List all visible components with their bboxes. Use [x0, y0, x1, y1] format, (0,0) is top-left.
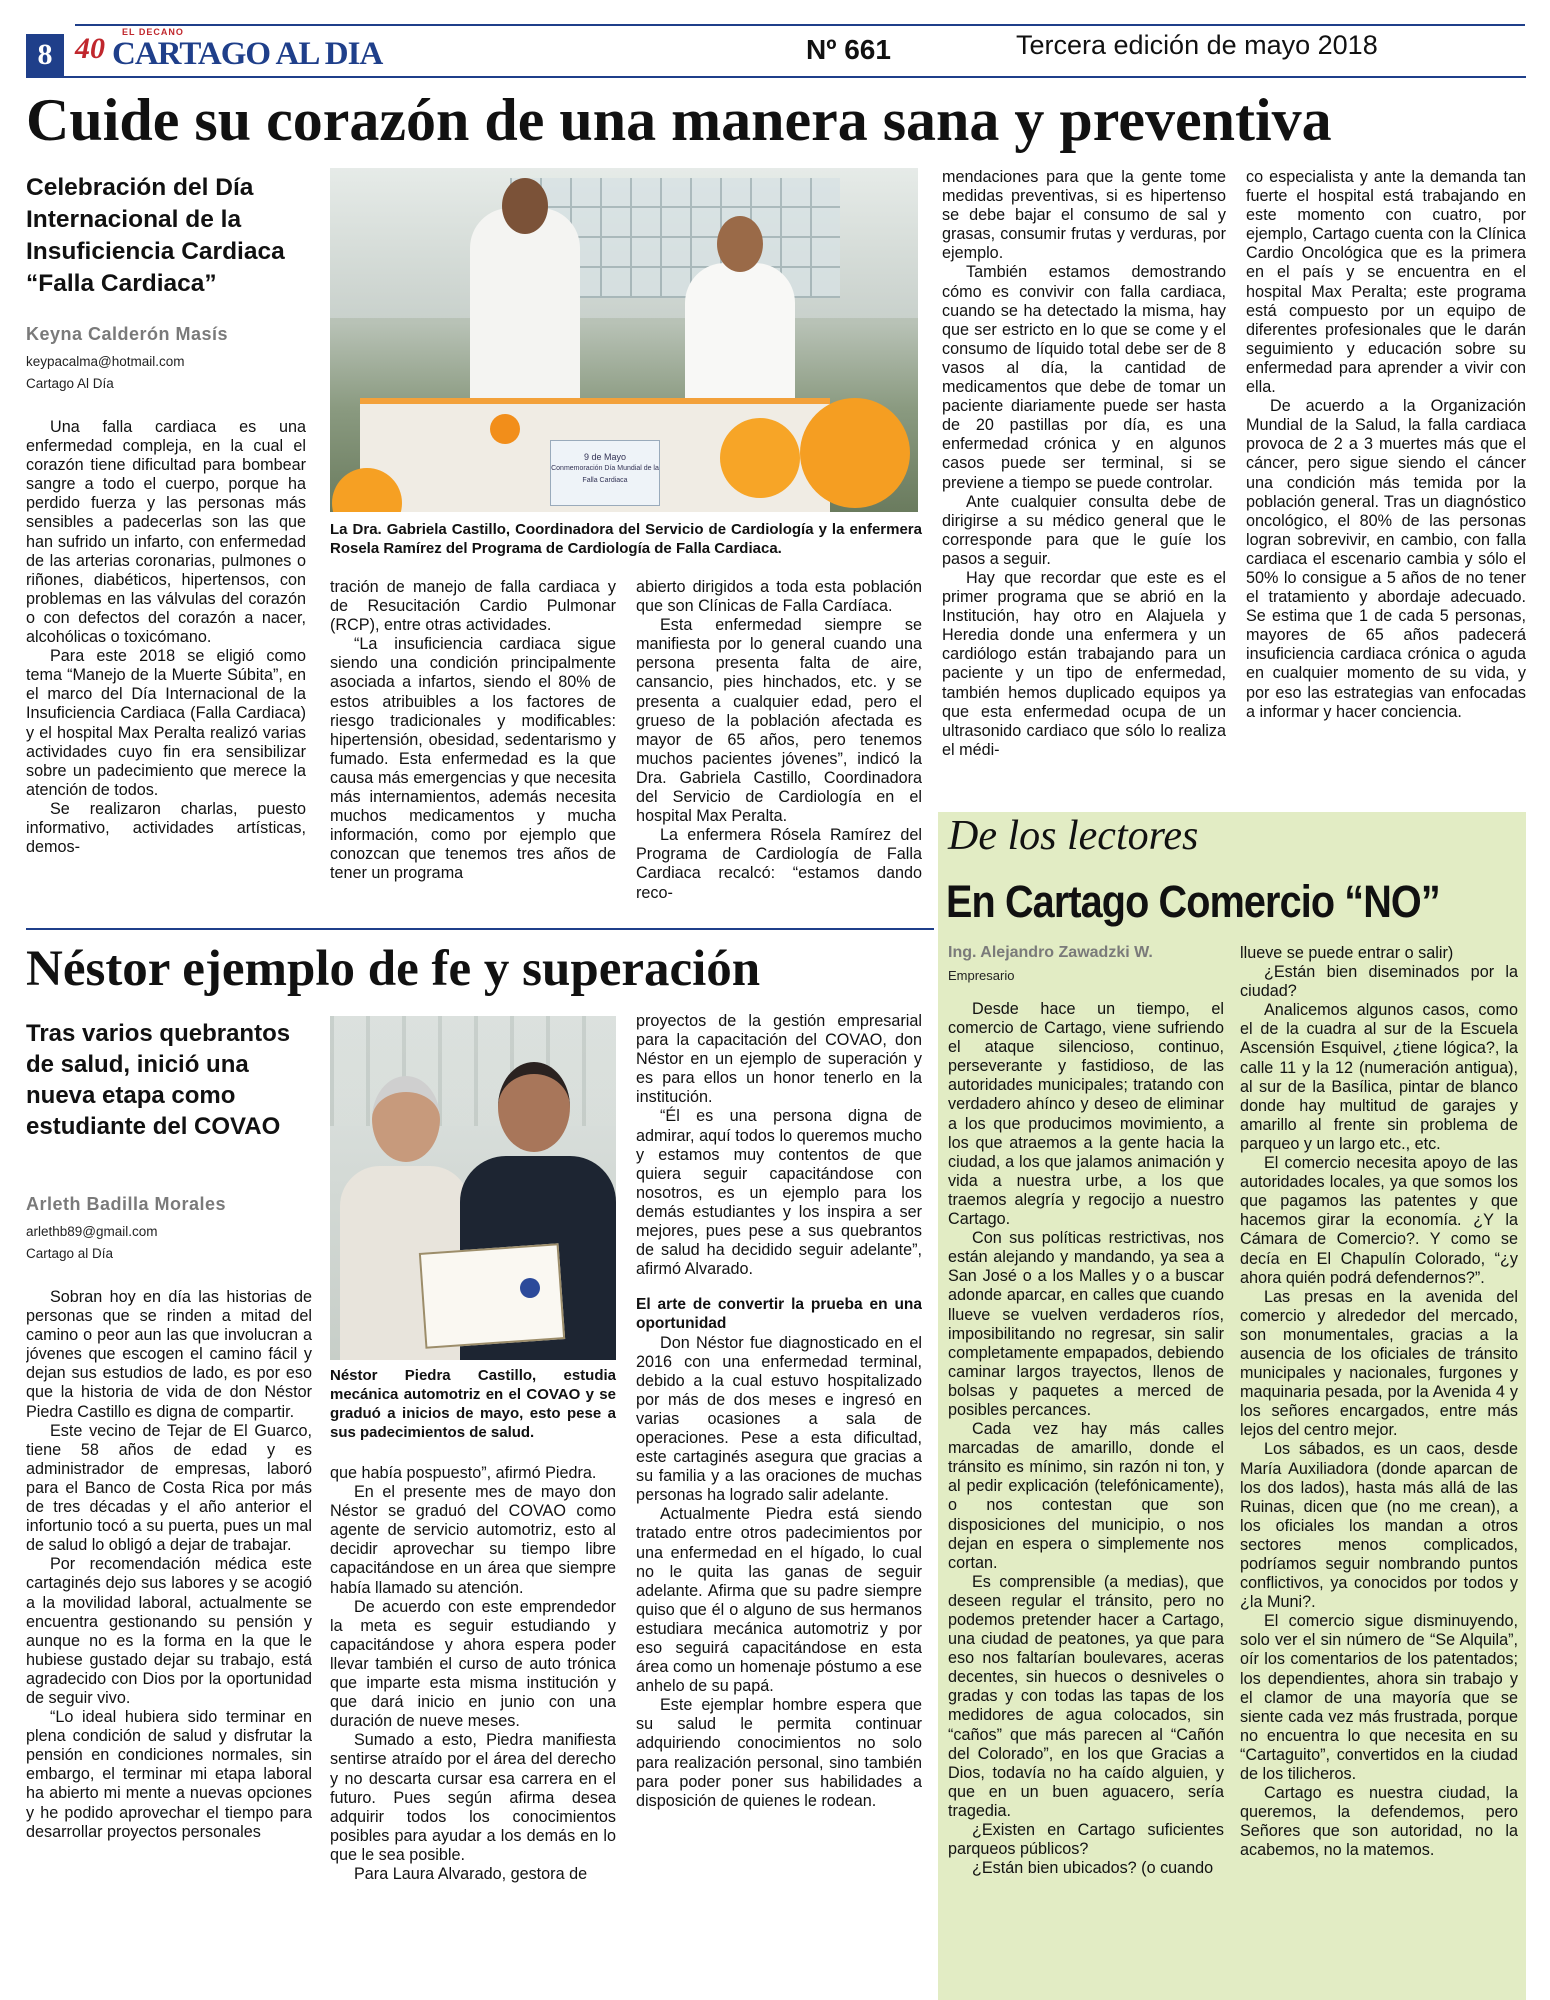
readers-role: Empresario — [948, 968, 1015, 983]
article1-photo-caption: La Dra. Gabriela Castillo, Coordinadora del Servicio de Cardiología y la enfermera Rosela Ramírez del Programa de Cardiología de Falla Cardiaca. — [330, 521, 922, 557]
photo-sign — [550, 440, 660, 506]
article1-column-2: tración de manejo de falla cardiaca y de Resucitación Cardio Pulmonar (RCP), entre otras actividades. “La insuficiencia cardiaca sigue siendo una condición principalmente asociada a infartos, siendo el 80% de estos atribuibles a los factores de riesgo tradicionales y modificables: hipertensión, obesidad, sedentarismo y fumado. Esta enfermedad es la que causa más emergencias y que necesita más internamientos, además necesita muchos medicamentos y mucha información, como por ejemplo que conozcan que tenemos tres años de tener un programa — [330, 578, 616, 883]
issue-number: Nº 661 — [806, 34, 891, 65]
photo-sign-text: Conmemoración Día Mundial de la Falla Cardiaca — [551, 465, 659, 484]
article1-author: Keyna Calderón Masís — [26, 324, 229, 344]
header-bottom-rule — [26, 76, 1526, 78]
article2-author: Arleth Badilla Morales — [26, 1194, 227, 1214]
readers-section-title: De los lectores — [948, 813, 1199, 859]
photo-nurse-head — [717, 216, 763, 272]
section-divider — [26, 928, 934, 930]
readers-column-1: Desde hace un tiempo, el comercio de Cartago, viene sufriendo el ataque silencioso, continuo, perseverante y fastidioso, de las autoridades municipales; tratando con verdadero ahínco y deseo de eliminar a los que producimos movimiento, a los que atraemos a la gente hacia la ciudad, a los que jalamos animación y vida a nuestra urbe, a los que traemos alegría y regocijo a nuestro Cartago. Con sus políticas restrictivas, nos están alejando y mandando, ya sea a San José o a los Malles y o a buscar adonde aparcar, en calles que cuando llueve se vuelven verdaderos ríos, imposibilitando no regresar, sin salir completamente empapados, debiendo caminar largos trayectos, llenos de bolsas y paquetes a merced de posibles percances. Cada vez hay más calles marcadas de amarillo, donde el tránsito es mínimo, sin razón ni ton, y al pedir explicación (telefónicamente), o nos contestan que son disposiciones del municipio, o nos dejan en espera o simplemente nos cortan. Es comprensible (a medias), que deseen regular el tránsito, pero no podemos pretender hacer a Cartago, una ciudad de peatones, ya que para eso nos faltarían boulevares, aceras decentes, sin huecos o desniveles o gradas y con todas las tapas de los medidores de agua colocados, sin “caños” que más parecen al “Cañón del Colorado”, en los que Gracias a Dios, todavía no ha caído alguien, y que en un buen aguacero, sería tragedia. ¿Existen en Cartago suficientes parqueos públicos? ¿Están bien ubicados? (o cuando — [948, 1000, 1224, 1878]
photo-doctor-head — [502, 178, 548, 234]
article2-kicker: Tras varios quebrantos de salud, inició una nueva etapa como estudiante del COVAO — [26, 1020, 291, 1140]
photo-man-right-head — [498, 1062, 570, 1152]
balloon-small — [490, 414, 520, 444]
edition-date: Tercera edición de mayo 2018 — [1016, 30, 1378, 60]
article2-photo — [330, 1016, 616, 1360]
article2-headline: Néstor ejemplo de fe y superación — [26, 941, 761, 997]
readers-column-2: llueve se puede entrar o salir) ¿Están bien diseminados por la ciudad? Analicemos algunos casos, como el de la cuadra al sur de la Escuela Ascensión Esquivel, ¿tiene lógica?, la calle 11 y la 12 (numeración antigua), al sur de la Basílica, pintar de blanco donde hay multitud de garajes y amarillo al frente sin problema de parqueo y un largo etc., etc. El comercio necesita apoyo de las autoridades locales, ya que somos los que pagamos las patentes y que hacemos girar la economía. ¿Y la Cámara de Comercio?. Y como se decía en El Chapulín Colorado, “¿y ahora quién podrá defendernos?”. Las presas en la avenida del comercio y alrededor del mercado, son monumentales, gracias a la ausencia de los oficiales de tránsito municipales y nacionales, furgones y maquinaria pesada, por la Avenida 4 y los señores encargados, entre más lejos del centro mejor. Los sábados, es un caos, desde María Auxiliadora (donde aparcan de los dos lados), hasta más allá de las Ruinas, dicen que (no me crean), a los oficiales los mandan a otros sectores menos complicados, podríamos seguir nombrando puntos conflictivos, ya conocidos por todos y ¿la Muni?. El comercio sigue disminuyendo, solo ver el sin número de “Se Alquila”, oír los comentarios de los patentados; los dependientes, ahora sin trabajo y el clamor de una mayoría que se siente cada vez más frustrada, porque no encuentra lo que necesita en su “Cartaguito”, convertidos en la ciudad de los tilicheros. Cartago es nuestra ciudad, la queremos, la defendemos, pero Señores que son autoridad, no la acabemos, no la matemos. — [1240, 944, 1518, 1860]
photo-sign-date: 9 de Mayo — [583, 452, 627, 462]
article1-column-1: Una falla cardiaca es una enfermedad compleja, en la cual el corazón tiene dificultad para bombear sangre a todo el cuerpo, porque ha perdido fuerza y las personas más sensibles a padecerlas son las que han sufrido un infarto, con enfermedad de las arterias coronarias, pulmones o riñones, diabéticos, hipertensos, con problemas en las válvulas del corazón o con defectos del corazón a nacer, alcohólicas o toxicómano. Para este 2018 se eligió como tema “Manejo de la Muerte Súbita”, en el marco del Día Internacional de la Insuficiencia Cardiaca (Falla Cardiaca) y el hospital Max Peralta realizó varias actividades cuyo fin era sensibilizar sobre un padecimiento que merece la atención de todos. Se realizaron charlas, puesto informativo, actividades artísticas, demos- — [26, 418, 306, 857]
photo-man-left-head — [372, 1076, 440, 1162]
article1-column-3: abierto dirigidos a toda esta población que son Clínicas de Falla Cardíaca. Esta enfermedad siempre se manifiesta por lo general cuando una persona presenta falta de aire, cansancio, pies hinchados, etc. y se presenta a cualquier edad, pero el grueso de la población afectada es mayor de 65 años, pero tenemos muchos pacientes jóvenes”, indicó la Dra. Gabriela Castillo, Coordinadora del Servicio de Cardiología en el hospital Max Peralta. La enfermera Rósela Ramírez del Programa de Cardiología de Falla Cardiaca recalcó: “estamos dando reco- — [636, 578, 922, 902]
article1-kicker: Celebración del Día Internacional de la Insuficiencia Cardiaca “Falla Cardiaca” — [26, 174, 285, 297]
article2-column-2: que había pospuesto”, afirmó Piedra. En el presente mes de mayo don Néstor se graduó del COVAO como agente de servicio automotriz, esto al decidir aprovechar su tiempo libre capacitándose en un área que siempre había llamado su atención. De acuerdo con este emprendedor la meta es seguir estudiando y capacitándose y ahora espera poder llevar también el curso de auto trónica que imparte esta misma institución y que dará inicio en junio con una duración de nueve meses. Sumado a esto, Piedra manifiesta sentirse atraído por el área del derecho y no descarta cursar esa carrera en el futuro. Pues según afirma desea adquirir todos los conocimientos posibles para ayudar a los demás en lo que le sea posible. Para Laura Alvarado, gestora de — [330, 1464, 616, 1883]
balloon-mid — [720, 418, 800, 498]
readers-headline: En Cartago Comercio “NO” — [946, 876, 1440, 927]
article1-email: keypacalma@hotmail.com — [26, 354, 185, 369]
photo-diploma-seal — [520, 1278, 540, 1298]
article1-photo — [330, 168, 918, 512]
logo-tagline: EL DECANO — [122, 27, 184, 37]
article1-headline: Cuide su corazón de una manera sana y preventiva — [26, 87, 1332, 153]
article2-column-1: Sobran hoy en día las historias de personas que se rinden a mitad del camino o peor aun las que involucran a jóvenes que escogen el camino fácil y dejan sus estudios de lado, es por eso que la historia de vida de don Néstor Piedra Castillo es digna de compartir. Este vecino de Tejar de El Guarco, tiene 58 años de edad y es administrador de empresas, laboró para el Banco de Costa Rica por más de tres décadas y el año anterior el infortunio tocó a su puerta, pues un mal de salud lo obligó a dejar de trabajar. Por recomendación médica este cartaginés dejo sus labores y se acogió a la movilidad laboral, actualmente se encuentra gestionando su pensión y aunque no es la forma en la que le hubiese gustado dejar su trabajo, está agradecido con Dios por la oportunidad de seguir vivo. “Lo ideal hubiera sido terminar en plena condición de salud y disfrutar la pensión en condiciones normales, sin embargo, el terminar mi etapa laboral ha abierto mi mente a nuevas opciones y he podido aprovechar el tiempo para desarrollar proyectos personales — [26, 1288, 312, 1841]
article2-outlet: Cartago al Día — [26, 1246, 114, 1261]
article1-outlet: Cartago Al Día — [26, 376, 114, 391]
masthead-logo — [72, 22, 383, 78]
article2-subhead: El arte de convertir la prueba en una oportunidad — [636, 1296, 922, 1333]
logo-name: CARTAGO AL DIA — [112, 36, 383, 72]
photo-diploma — [419, 1243, 565, 1349]
logo-anniversary-number: 40 — [75, 32, 105, 65]
balloon-right — [800, 398, 910, 508]
readers-author: Ing. Alejandro Zawadzki W. — [948, 944, 1153, 961]
article1-column-5: co especialista y ante la demanda tan fuerte el hospital está trabajando en este momento con cuatro, por ejemplo, Cartago cuenta con la Clínica Cardio Oncológica que es la primera en el país y se encuentra en el hospital Max Peralta; este programa está compuesto por un equipo de diferentes profesionales que le darán seguimiento y educación sobre su enfermedad para aprender a vivir con ella. De acuerdo a la Organización Mundial de la Salud, la falla cardiaca provoca de 2 a 3 muertes más que el cáncer, pero sigue siendo el cáncer una condición más temida por la población general. Tras un diagnóstico oncológico, el 80% de las personas logran sobrevivir, en cambio, con falla cardiaca el escenario cambia y sólo el 50% lo consigue a 5 años de no tener el tratamiento y abordaje adecuado. Se estima que 1 de cada 5 personas, mayores de 65 años padecerá insuficiencia cardiaca crónica o aguda en cualquier momento de su vida, y por eso las estrategias van enfocadas a informar y hacer conciencia. — [1246, 168, 1526, 721]
article2-column-3: proyectos de la gestión empresarial para la capacitación del COVAO, don Néstor en un ejemplo de superación y es para ellos un honor tenerlo en la institución. “Él es una persona digna de admirar, aquí todos lo queremos mucho y estamos muy contentos de que quiera seguir capacitándose con nosotros, es un ejemplo para los demás estudiantes y los inspira a ser mejores, pues pese a sus quebrantos de salud ha decidido seguir adelante”, afirmó Alvarado. El arte de convertir la prueba en una oportunidad Don Néstor fue diagnosticado en el 2016 con una enfermedad terminal, debido a la cual estuvo hospitalizado por más de dos meses e ingresó en varias ocasiones a sala de operaciones. Pese a esta dificultad, este cartaginés asegura que gracias a su familia y a las oraciones de muchas personas ha logrado salir adelante. Actualmente Piedra está siendo tratado entre otros padecimientos por una enfermedad en el hígado, lo cual no le quita las ganas de seguir adelante. Afirma que su padre siempre quiso que él o alguno de sus hermanos estudiara mecánica automotriz y por eso seguirá capacitándose en esta área como un homenaje póstumo a ese anhelo de su papá. Este ejemplar hombre espera que su salud le permita continuar adquiriendo conocimientos no solo para realización personal, sino también para poder poner sus habilidades a disposición de quienes le rodean. — [636, 1012, 922, 1810]
article2-photo-caption: Néstor Piedra Castillo, estudia mecánica automotriz en el COVAO y se graduó a inicios de mayo, esto pese a sus padecimientos de salud. — [330, 1367, 616, 1441]
article1-column-4: mendaciones para que la gente tome medidas preventivas, si es hipertenso se debe bajar el consumo de sal y grasas, consumir frutas y verduras, por ejemplo. También estamos demostrando cómo es convivir con falla cardiaca, cuando se ha detectado la misma, hay que ser estricto en lo que se come y el consumo de líquido total debe ser de 8 vasos al día, la cantidad de medicamentos que debe de tomar un paciente diariamente puede ser hasta de 20 pastillas por día, es una enfermedad crónica y en algunos casos puede ser terminal, si se previene a tiempo se puede controlar. Ante cualquier consulta debe de dirigirse a su médico general que le corresponde para que le guíe los pasos a seguir. Hay que recordar que este es el primer programa que se abrió en la Institución, hay otro en Alajuela y Heredia donde una enfermera y un cardiólogo están trabajando para un paciente y un tipo de enfermedad, también hemos duplicado equipos ya que esta enfermedad ocupa de un ultrasonido cardiaco que sólo lo realiza el médi- — [942, 168, 1226, 759]
article2-email: arlethb89@gmail.com — [26, 1224, 158, 1239]
page-number: 8 — [26, 34, 64, 76]
